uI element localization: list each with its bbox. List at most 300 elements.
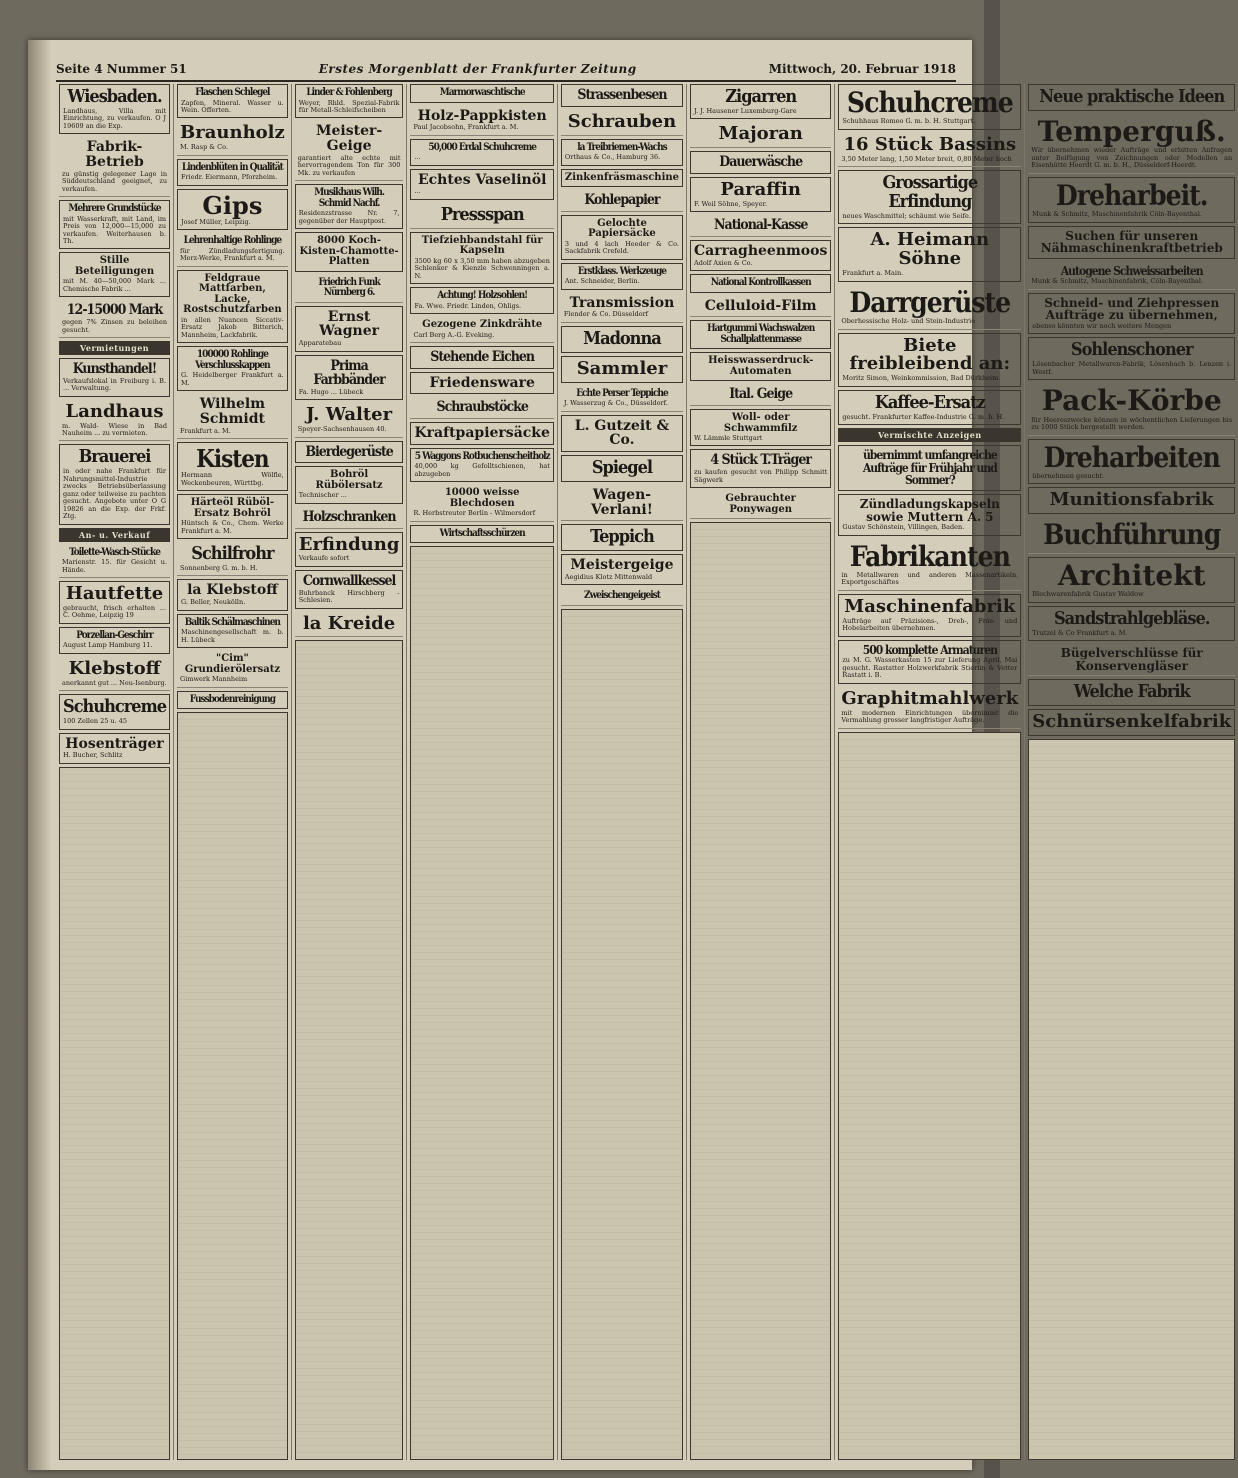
ad-headline: Graphitmahlwerk [841, 687, 1019, 709]
ad-headline: Landhaus [65, 400, 164, 422]
header-date: Mittwoch, 20. Februar 1918 [768, 62, 956, 76]
classified-ad [410, 169, 553, 200]
classified-ad [295, 275, 404, 303]
ad-headline: Kunsthandel! [72, 361, 157, 378]
ad-body-text: Hüntsch & Co., Chem. Werke Frankfurt a. M. [181, 519, 284, 535]
ad-headline: Musikhaus Wilh. Schmid Nachf. [314, 187, 384, 209]
ad-headline: Meistergeige [570, 557, 674, 574]
ad-headline: Pack-Körbe [1041, 384, 1222, 418]
classified-ad [561, 554, 683, 585]
classified-ad [1028, 487, 1235, 514]
ad-headline: Sandstrahlgebläse. [1053, 607, 1210, 629]
ad-body-text: 3 und 4 lach Heeder & Co. Sackfabrik Crefeld. [564, 239, 679, 256]
classified-ad [838, 539, 1021, 591]
section-heading: An- u. Verkauf [59, 528, 170, 542]
ad-headline: Schuhcreme [846, 86, 1013, 119]
ad-body-text: Munk & Schmitz, Maschinenfabrik, Cöln-Bayenthal. [1031, 277, 1204, 286]
ad-body-text: Josef Müller, Leipzig. [181, 217, 251, 226]
ad-headline: Marmorwaschtische [439, 87, 525, 98]
classified-ad [295, 532, 404, 567]
classified-ad [295, 612, 404, 638]
column-3 [292, 84, 408, 1460]
classified-ad [1028, 226, 1235, 259]
classified-ad [1028, 177, 1235, 223]
classified-ad [295, 507, 404, 529]
classified-ad [177, 84, 288, 118]
classified-ad [838, 333, 1021, 387]
small-print-filler [295, 640, 404, 1460]
ad-headline: Wiesbaden. [67, 86, 162, 107]
ad-headline: Prima Farbbänder [313, 357, 385, 389]
classified-ad [410, 139, 553, 166]
ad-headline: Sohlenschoner [1070, 339, 1193, 361]
ad-body-text: Trutzel & Co Frankfurt a. M. [1032, 628, 1128, 637]
ad-headline: Strassenbesen [577, 87, 667, 103]
ad-headline: Härteöl Rüböl-Ersatz Bohröl [190, 497, 275, 519]
ad-headline: Holzschranken [302, 508, 396, 525]
classified-ad [561, 455, 683, 482]
classified-ad [1028, 517, 1235, 553]
small-print-filler [410, 546, 553, 1460]
ad-body-text: Verkaufe sofort [298, 554, 350, 563]
ad-body-text: J. J. Hausener Luxemburg-Gare [694, 106, 797, 115]
ad-headline: Teppich [590, 526, 654, 548]
ad-headline: Celluloid-Film [704, 297, 817, 314]
ad-headline: Gezogene Zinkdrähte [422, 319, 543, 331]
classified-ad [1028, 439, 1235, 485]
ad-body-text: Gustav Schönstein, Villingen, Baden. [842, 523, 965, 532]
ad-body-text: mit Wasserkraft, mit Land, im Preis von 12,000—15,000 zu verkaufen. Weiterhausen b. Th. [63, 214, 167, 245]
classified-ad [690, 296, 831, 318]
ad-body-text: Apparatebau [298, 339, 342, 348]
ad-headline: Carragheenmoos [694, 242, 828, 259]
ad-body-text: anerkannt gut ... Neu-Isenburg. [62, 678, 167, 687]
ad-headline: "Cim" Grundierölersatz [184, 653, 281, 675]
ad-headline: A. Heimann Söhne [870, 229, 990, 270]
ad-headline: Hartgummi Wachswalzen Schallplattenmasse [707, 323, 815, 345]
classified-ad [690, 491, 831, 519]
section-heading: Vermischte Anzeigen [838, 428, 1021, 442]
classified-ad [1028, 84, 1235, 111]
classified-ad [838, 133, 1021, 167]
classified-ad [561, 215, 683, 260]
ad-headline: Achtung! Holzsohlen! [437, 290, 528, 302]
ad-headline: J. Walter [306, 404, 393, 426]
ad-headline: 4 Stück T.Träger [710, 452, 811, 469]
ad-body-text: F. Weil Söhne, Speyer. [694, 199, 768, 208]
ad-body-text: Maschinengesellschaft m. b. H. Lübeck [181, 628, 284, 644]
ad-headline: Schilfrohr [191, 543, 274, 565]
ad-body-text: übernehmen gesucht. [1032, 472, 1105, 480]
ad-headline: Zigarren [725, 86, 797, 107]
ad-body-text: gegen 7% Zinsen zu beleihen gesucht. [62, 318, 168, 334]
ad-body-text: G. Heidelberger Frankfurt a. M. [181, 371, 284, 387]
classified-ad [1028, 383, 1235, 435]
ad-body-text: zu kaufen gesucht von Philipp Schmitt Sägwerk [694, 468, 828, 484]
ad-body-text: zu günstig gelegener Lage in Süddeutschland geeignet, zu verkaufen. [62, 169, 168, 193]
ad-headline: Kaffee-Ersatz [874, 391, 985, 413]
ad-body-text: J. Wasserzug & Co., Düsseldorf. [563, 399, 668, 408]
classified-ad [690, 215, 831, 237]
ad-body-text: ... [414, 187, 421, 196]
classified-ad [561, 190, 683, 212]
classified-ad [59, 358, 170, 397]
classified-ad [177, 542, 288, 576]
column-6 [687, 84, 835, 1460]
classified-ad [177, 614, 288, 648]
classified-ad [561, 84, 683, 107]
ad-body-text: Zapfen, Mineral. Wasser u. Wein. Offerten. [181, 98, 284, 114]
ad-headline: Fussbodenreinigung [189, 693, 275, 705]
ad-headline: Linder & Fohlenberg [306, 87, 392, 98]
ad-headline: Schuhcreme [63, 696, 167, 718]
classified-ad [59, 444, 170, 524]
classified-ad [410, 422, 553, 445]
classified-ad [295, 184, 404, 229]
classified-ad [1028, 644, 1235, 676]
ad-body-text: Residenzstrasse Nr. 7, gegenüber der Hauptpost. [298, 209, 400, 225]
classified-ad [59, 200, 170, 249]
classified-ad [561, 293, 683, 323]
ad-body-text: August Lamp Hamburg 11. [63, 641, 153, 650]
ad-headline: Neue praktische Ideen [1039, 86, 1225, 107]
ad-body-text: Marienstr. 15. für Gesicht u. Hände. [62, 558, 168, 574]
ad-body-text: H. Bucher, Schlitz [63, 751, 123, 760]
classified-ad [177, 189, 288, 231]
classified-ad [410, 346, 553, 369]
classified-ad [690, 122, 831, 148]
ad-body-text: Munk & Schmitz, Maschinenfabrik Cöln-Bayenthal. [1032, 210, 1202, 219]
ad-headline: 500 komplette Armaturen [862, 642, 997, 657]
ad-body-text: R. Herbstreuter Berlin - Wilmersdorf [413, 509, 536, 518]
ad-headline: Gebrauchter Ponywagen [725, 493, 796, 515]
classified-ad [561, 110, 683, 136]
ad-body-text: Buhrbanck Hirschberg - Schlesien. [298, 588, 400, 605]
ad-body-text: M. Rasp & Co. [180, 143, 228, 152]
ad-headline: Dauerwäsche [719, 154, 803, 171]
classified-ad [561, 386, 683, 412]
header-page-number: Seite 4 Nummer 51 [56, 62, 187, 76]
classified-ad [838, 445, 1021, 491]
ad-headline: Temperguß. [1037, 114, 1226, 148]
classified-ad [838, 594, 1021, 637]
ad-body-text: Lösenbacher Metallwaren-Fabrik, Lösenbach b. Lenzen i. Westf. [1032, 360, 1232, 376]
ad-headline: Ernst Wagner [319, 308, 379, 340]
classified-ad [838, 687, 1021, 729]
ad-body-text: Frankfurt a. M. [180, 426, 231, 435]
ad-headline: 16 Stück Bassins [843, 133, 1017, 155]
ad-headline: Grossartige Erfindung [882, 172, 978, 213]
classified-ad [561, 169, 683, 188]
column-7 [835, 84, 1025, 1460]
classified-ad [295, 466, 404, 503]
ad-headline: Gelochte Papiersäcke [588, 217, 656, 240]
classified-ad [1028, 679, 1235, 706]
ad-headline: la Treibriemen-Wachs [577, 141, 667, 153]
ad-body-text: Schuhhaus Romeo G. m. b. H. Stuttgart. [842, 117, 976, 126]
ad-headline: Echtes Vaselinöl [417, 171, 547, 188]
ad-body-text: Adolf Axien & Co. [694, 258, 753, 267]
classified-ad [177, 579, 288, 610]
ad-headline: Schrauben [567, 110, 677, 132]
ad-body-text: zu M. G. Wasserkasten 15 zur Lieferung April, Mai gesucht. Rastatter Holzwerkfabrik Stierlin & Vetter Rastatt i. B. [842, 656, 1018, 680]
ad-headline: Kraftpapiersäcke [414, 425, 550, 442]
ad-headline: Buchführung [1043, 518, 1221, 552]
ad-headline: Echte Perser Teppiche [576, 387, 668, 399]
classified-ad [177, 159, 288, 186]
classified-ad [1028, 262, 1235, 290]
classified-ad [410, 317, 553, 343]
ad-body-text: mit M. 40—50,000 Mark ... Chemische Fabrik ... [63, 277, 167, 293]
classified-ad [177, 442, 288, 491]
classified-ad [59, 84, 170, 134]
ad-headline: Dreharbeit. [1055, 178, 1208, 212]
ad-headline: Schraubstöcke [436, 399, 528, 416]
ad-headline: Hautfette [65, 583, 164, 605]
ad-headline: 8000 Koch-Kisten-Chamotte-Platten [299, 235, 399, 268]
ad-headline: 5 Waggons Rotbuchenscheitholz [414, 450, 550, 462]
classified-ad [177, 691, 288, 710]
ad-body-text: für Zündladungsfertigung. Merz-Werke, Frankfurt a. M. [180, 246, 285, 263]
ad-headline: Schnürsenkelfabrik [1032, 711, 1232, 733]
ad-body-text: 40,000 kg Gefolltschienen, hat abzugeben [414, 462, 550, 478]
ad-body-text: Aegidius Klotz Mittenwald [564, 572, 653, 581]
ad-headline: Zweischengeigeist [584, 590, 660, 602]
ad-headline: 100000 Rohlinge Verschlusskappen [195, 349, 270, 371]
ad-headline: Stille Beteiligungen [74, 255, 155, 277]
ad-body-text: Aufträge auf Präzisions-, Dreh-, Fräs- und Hobelarbeiten übernehmen. [842, 616, 1018, 633]
ad-headline: Friedrich Funk Nürnberg 6. [318, 276, 380, 299]
ad-headline: Hosenträger [65, 735, 164, 752]
classified-ad [295, 121, 404, 181]
ad-headline: Bohröl Rübölersatz [315, 469, 383, 491]
column-1 [56, 84, 174, 1460]
ad-headline: Holz-Pappkisten [417, 107, 547, 124]
classified-ad [295, 355, 404, 401]
ad-headline: Schneid- und Ziehpressen Aufträge zu übernehmen, [1044, 295, 1220, 323]
classified-ad [1028, 606, 1235, 641]
ad-body-text: Hermann Wölfle, Weckenbeuren, Württbg. [181, 471, 284, 487]
ad-headline: National Kontrollkassen [710, 277, 811, 289]
ad-headline: Dreharbeiten [1043, 440, 1220, 474]
ad-body-text: m. Wald- Wiese in Bad Nauheim ... zu vermieten. [62, 421, 168, 437]
classified-ad [410, 448, 553, 482]
classified-ad [410, 232, 553, 284]
ad-body-text: Paul Jacobsohn, Frankfurt a. M. [413, 123, 519, 132]
ad-body-text: für Heereszwecke können in wöchentlichen Lieferungen bis zu 1000 Stück hergestellt werden. [1031, 415, 1233, 432]
classified-ad [59, 300, 170, 338]
classified-ad [561, 524, 683, 551]
ad-headline: Friedensware [429, 374, 535, 391]
ad-headline: Braunholz [180, 122, 285, 144]
column-2 [174, 84, 292, 1460]
ad-headline: Majoran [718, 123, 803, 145]
classified-ad [690, 449, 831, 488]
classified-ad [838, 640, 1021, 684]
classified-ad [177, 494, 288, 539]
ad-headline: Autogene Schweissarbeiten [1060, 263, 1203, 278]
ad-headline: la Klebstoff [187, 582, 278, 599]
ad-body-text: Friedr. Eiermann, Pforzheim. [181, 173, 278, 182]
ad-headline: Maschinenfabrik [844, 595, 1016, 617]
classified-ad [690, 384, 831, 406]
ad-body-text: Carl Berg A.-G. Eveking. [413, 330, 495, 339]
ad-headline: Porzellan-Geschirr [76, 629, 153, 641]
ad-headline: Architekt [1057, 558, 1206, 592]
ad-body-text: W. Lämmle Stuttgart [694, 434, 763, 443]
classified-ad [295, 570, 404, 609]
small-print-filler [177, 712, 288, 1460]
ad-headline: la Kreide [302, 612, 396, 634]
ad-body-text: Orthaus & Co., Hamburg 36. [564, 153, 661, 162]
ad-body-text: Gimwerk Mannheim [180, 675, 248, 684]
classified-ad [410, 525, 553, 544]
ad-headline: Fabrik-Betrieb [85, 139, 144, 170]
ad-body-text: Oberhessische Holz- und Stein-Industrie [841, 317, 976, 326]
ad-body-text: Verkaufslokal in Freiburg i. B. ... Verwaltung. [63, 376, 167, 393]
ad-headline: Baltik Schälmaschinen [184, 616, 280, 628]
ad-body-text: garantiert alte echte mit hervorragendem Ton für 300 Mk. zu verkaufen [297, 153, 401, 177]
ad-headline: Fabrikanten [849, 539, 1010, 573]
classified-ad [295, 232, 404, 272]
classified-ad [59, 657, 170, 691]
ad-headline: Mehrere Grundstücke [68, 203, 161, 215]
classified-ad [1028, 337, 1235, 380]
classified-ad [561, 588, 683, 606]
classified-ad [59, 545, 170, 578]
ad-columns [56, 84, 1233, 1460]
classified-ad [838, 390, 1021, 425]
ad-headline: Bügelverschlüsse für Konservengläser [1060, 645, 1203, 673]
classified-ad [59, 627, 170, 654]
classified-ad [690, 352, 831, 381]
ad-headline: Pressspan [440, 203, 524, 225]
ad-headline: Erstklass. Werkzeuge [577, 265, 666, 277]
classified-ad [690, 409, 831, 446]
classified-ad [295, 441, 404, 464]
classified-ad [690, 177, 831, 212]
ad-body-text: 3500 kg 60 x 3,50 mm haben abzugeben Schlenker & Kienzle Schwenningen a. N. [414, 256, 550, 280]
ad-headline: Kisten [196, 444, 269, 474]
ad-body-text: mit modernen Einrichtungen übernimmt die Vermahlung grosser langfristiger Aufträge. [841, 708, 1019, 725]
ad-body-text: Wir übernehmen wieder Aufträge und erbitten Anfragen unter Beifügung von Zeichnungen oder Modellen an Eisenhütte Heerdt G. m. b. H., Düsseldorf-Heerdt. [1031, 146, 1233, 170]
ad-headline: Wirtschaftsschürzen [439, 527, 525, 539]
classified-ad [561, 139, 683, 166]
classified-ad [177, 346, 288, 391]
ad-headline: 50,000 Erdal Schuhcreme [428, 141, 536, 153]
ad-headline: Cornwallkessel [302, 572, 396, 589]
classified-ad [690, 274, 831, 293]
classified-ad [561, 263, 683, 290]
ad-body-text: in oder nahe Frankfurt für Nahrungsmittel-Industrie zwecks Betriebsüberlassung ganz oder teilweise zu pachten gesucht. Angebote unter O G 19826 an die Exp. der Frkf. Ztg. [63, 467, 167, 521]
ad-headline: 10000 weisse Blechdosen [444, 487, 520, 509]
ad-body-text: Fa. Wwe. Friedr. Linden, Ohligs. [414, 301, 522, 310]
classified-ad [838, 285, 1021, 330]
section-heading: Vermietungen [59, 341, 170, 355]
classified-ad [410, 203, 553, 229]
ad-headline: Welche Fabrik [1073, 681, 1190, 703]
classified-ad [177, 651, 288, 687]
ad-headline: Transmission [569, 294, 675, 311]
classified-ad [1028, 114, 1235, 174]
newspaper-page [28, 40, 1233, 1470]
ad-body-text: Speyer-Sachsenhausen 40. [297, 425, 387, 434]
ad-headline: Zinkenfräsmaschine [564, 171, 679, 183]
classified-ad [838, 227, 1021, 281]
ad-headline: übernimmt umfangreiche Aufträge für Frühjahr und Sommer? [862, 448, 997, 488]
ad-headline: Biete freibleibend an: [849, 334, 1011, 375]
ad-headline: Meister-Geige [316, 123, 383, 155]
ad-body-text: 100 Zellen 25 u. 45 [63, 717, 128, 726]
ad-headline: Toilette-Wasch-Stücke [69, 546, 160, 558]
ad-body-text: Blechwarenfabrik Gustav Waldow [1032, 590, 1144, 599]
classified-ad [690, 84, 831, 119]
classified-ad [561, 485, 683, 521]
classified-ad [59, 137, 170, 197]
classified-ad [561, 326, 683, 353]
ad-headline: Stehende Eichen [430, 349, 535, 366]
ad-headline: Bierdegerüste [305, 443, 393, 460]
classified-ad [838, 170, 1021, 224]
classified-ad [1028, 557, 1235, 603]
ad-headline: Darrgerüste [849, 285, 1011, 319]
small-print-filler [561, 609, 683, 1460]
classified-ad [690, 240, 831, 271]
small-print-filler [838, 732, 1021, 1460]
ad-headline: Ital. Geige [729, 386, 793, 403]
ad-headline: L. Gutzeit & Co. [574, 417, 670, 449]
small-print-filler [690, 522, 831, 1460]
classified-ad [177, 121, 288, 155]
ad-body-text: Fa. Hugo ... Lübeck [298, 387, 364, 396]
classified-ad [177, 233, 288, 266]
ad-headline: Heisswasserdruck-Automaten [708, 355, 814, 377]
classified-ad [295, 306, 404, 352]
column-8 [1025, 84, 1238, 1460]
ad-body-text: Technischer ... [298, 491, 347, 500]
classified-ad [177, 394, 288, 439]
classified-ad [59, 252, 170, 297]
ad-headline: Suchen für unseren Nähmaschinenkraftbetrieb [1040, 228, 1223, 256]
ad-headline: Tiefziehbandstahl für Kapseln [421, 234, 543, 257]
ad-body-text: ebenso könnten wir noch weitere Mengen [1032, 321, 1172, 330]
ad-body-text: in Metallwaren und anderen Massenartikeln, Exportgeschäftes [841, 571, 1019, 587]
classified-ad [410, 485, 553, 521]
ad-body-text: Ant. Schneider, Berlin. [564, 277, 640, 286]
ad-headline: Paraffin [720, 178, 801, 200]
ad-body-text: neues Waschmittel; schäumt wie Seife. [842, 212, 971, 220]
classified-ad [295, 84, 404, 118]
classified-ad [1028, 293, 1235, 335]
ad-headline: Madonna [583, 327, 661, 349]
ad-headline: National-Kasse [714, 217, 808, 234]
ad-headline: Lindenblüten in Qualität [181, 161, 283, 173]
classified-ad [59, 400, 170, 442]
ad-body-text: Flender & Co. Düsseldorf [563, 310, 649, 319]
ad-headline: Kohlepapier [584, 192, 660, 209]
ad-headline: Wilhelm Schmidt [199, 396, 266, 427]
ad-headline: Spiegel [591, 456, 653, 478]
ad-headline: Brauerei [78, 446, 151, 468]
ad-body-text: Sonnenberg G. m. b. H. [180, 564, 258, 572]
ad-body-text: Moritz Simon, Weinkommission, Bad Dürkheim. [842, 374, 1001, 383]
classified-ad [410, 372, 553, 395]
classified-ad [838, 84, 1021, 130]
ad-headline: Woll- oder Schwammfilz [723, 412, 798, 434]
classified-ad [59, 733, 170, 764]
ad-body-text: 3,50 Meter lang, 1,50 Meter breit, 0,80 Meter hoch [841, 154, 1012, 163]
header-masthead: Erstes Morgenblatt der Frankfurter Zeitung [318, 62, 637, 76]
